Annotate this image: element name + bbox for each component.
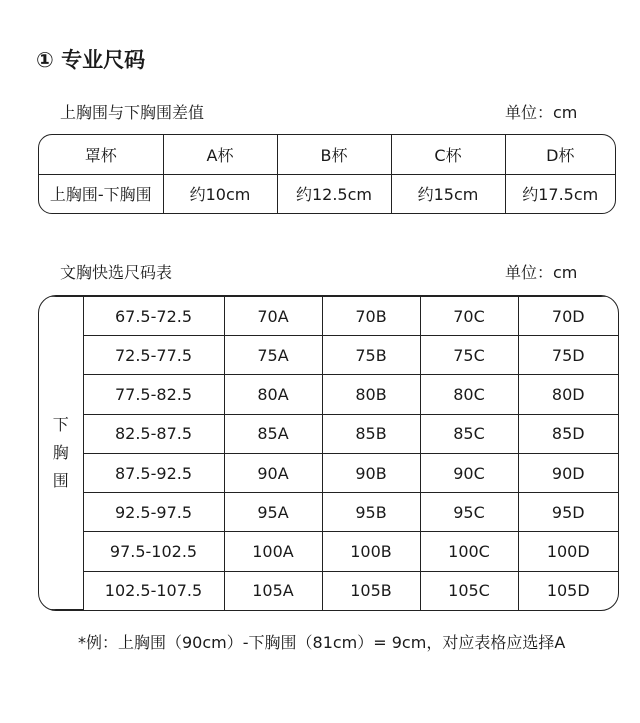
table-cell: 罩杯 [39, 135, 163, 174]
size-cell: 80B [322, 375, 420, 414]
size-cell: 85A [224, 414, 322, 453]
size-cell: 100D [518, 532, 618, 571]
unit-label: 单位：cm [505, 103, 578, 122]
table-cell: 约17.5cm [505, 174, 615, 213]
unit-label: 单位：cm [505, 263, 578, 282]
table-row [39, 453, 618, 492]
underbust-range-cell: 102.5-107.5 [83, 571, 224, 609]
table-cell: D杯 [505, 135, 615, 174]
table-row [39, 532, 618, 571]
size-cell: 85B [322, 414, 420, 453]
table-cell: B杯 [277, 135, 391, 174]
underbust-header-char: 胸 [52, 443, 69, 462]
size-cell: 80C [420, 375, 518, 414]
underbust-header-char: 下 [52, 415, 69, 434]
cup-difference-table [38, 134, 616, 214]
footnote: *例：上胸围（90cm）-下胸围（81cm）= 9cm，对应表格应选择A [78, 633, 566, 652]
table-cell: 约10cm [163, 174, 277, 213]
size-cell: 100B [322, 532, 420, 571]
table-row [39, 297, 618, 336]
size-cell: 100C [420, 532, 518, 571]
size-chart-table [38, 295, 619, 611]
size-cell: 105B [322, 571, 420, 609]
size-cell: 95C [420, 493, 518, 532]
size-cell: 75A [224, 336, 322, 375]
table-cell: 约12.5cm [277, 174, 391, 213]
size-cell: 105A [224, 571, 322, 609]
underbust-range-cell: 67.5-72.5 [83, 297, 224, 336]
table-row [39, 493, 618, 532]
section-title: ① 专业尺码 [36, 48, 146, 72]
size-cell: 90B [322, 453, 420, 492]
underbust-range-cell: 92.5-97.5 [83, 493, 224, 532]
table-cell: 约15cm [391, 174, 505, 213]
table-row [39, 135, 615, 174]
table-row [39, 174, 615, 213]
size-cell: 90C [420, 453, 518, 492]
size-cell: 70C [420, 297, 518, 336]
size-cell: 85D [518, 414, 618, 453]
table-row [39, 571, 618, 609]
underbust-range-cell: 72.5-77.5 [83, 336, 224, 375]
size-cell: 75B [322, 336, 420, 375]
size-cell: 95A [224, 493, 322, 532]
size-cell: 75C [420, 336, 518, 375]
size-cell: 75D [518, 336, 618, 375]
size-cell: 95D [518, 493, 618, 532]
size-chart-label: 文胸快选尺码表 [60, 263, 173, 282]
table-cell: A杯 [163, 135, 277, 174]
size-cell: 70D [518, 297, 618, 336]
underbust-range-cell: 77.5-82.5 [83, 375, 224, 414]
table-row [39, 375, 618, 414]
table-cell: 上胸围-下胸围 [39, 174, 163, 213]
size-cell: 70A [224, 297, 322, 336]
size-cell: 105C [420, 571, 518, 609]
underbust-range-cell: 97.5-102.5 [83, 532, 224, 571]
table-row [39, 336, 618, 375]
size-cell: 85C [420, 414, 518, 453]
size-cell: 100A [224, 532, 322, 571]
size-cell: 95B [322, 493, 420, 532]
size-cell: 90A [224, 453, 322, 492]
underbust-header-char: 围 [52, 471, 69, 490]
size-cell: 105D [518, 571, 618, 609]
table-row [39, 414, 618, 453]
size-cell: 90D [518, 453, 618, 492]
table-cell: C杯 [391, 135, 505, 174]
size-cell: 80A [224, 375, 322, 414]
size-cell: 80D [518, 375, 618, 414]
underbust-range-cell: 82.5-87.5 [83, 414, 224, 453]
cup-difference-label: 上胸围与下胸围差值 [60, 103, 205, 122]
size-cell: 70B [322, 297, 420, 336]
underbust-range-cell: 87.5-92.5 [83, 453, 224, 492]
underbust-header [39, 297, 83, 610]
